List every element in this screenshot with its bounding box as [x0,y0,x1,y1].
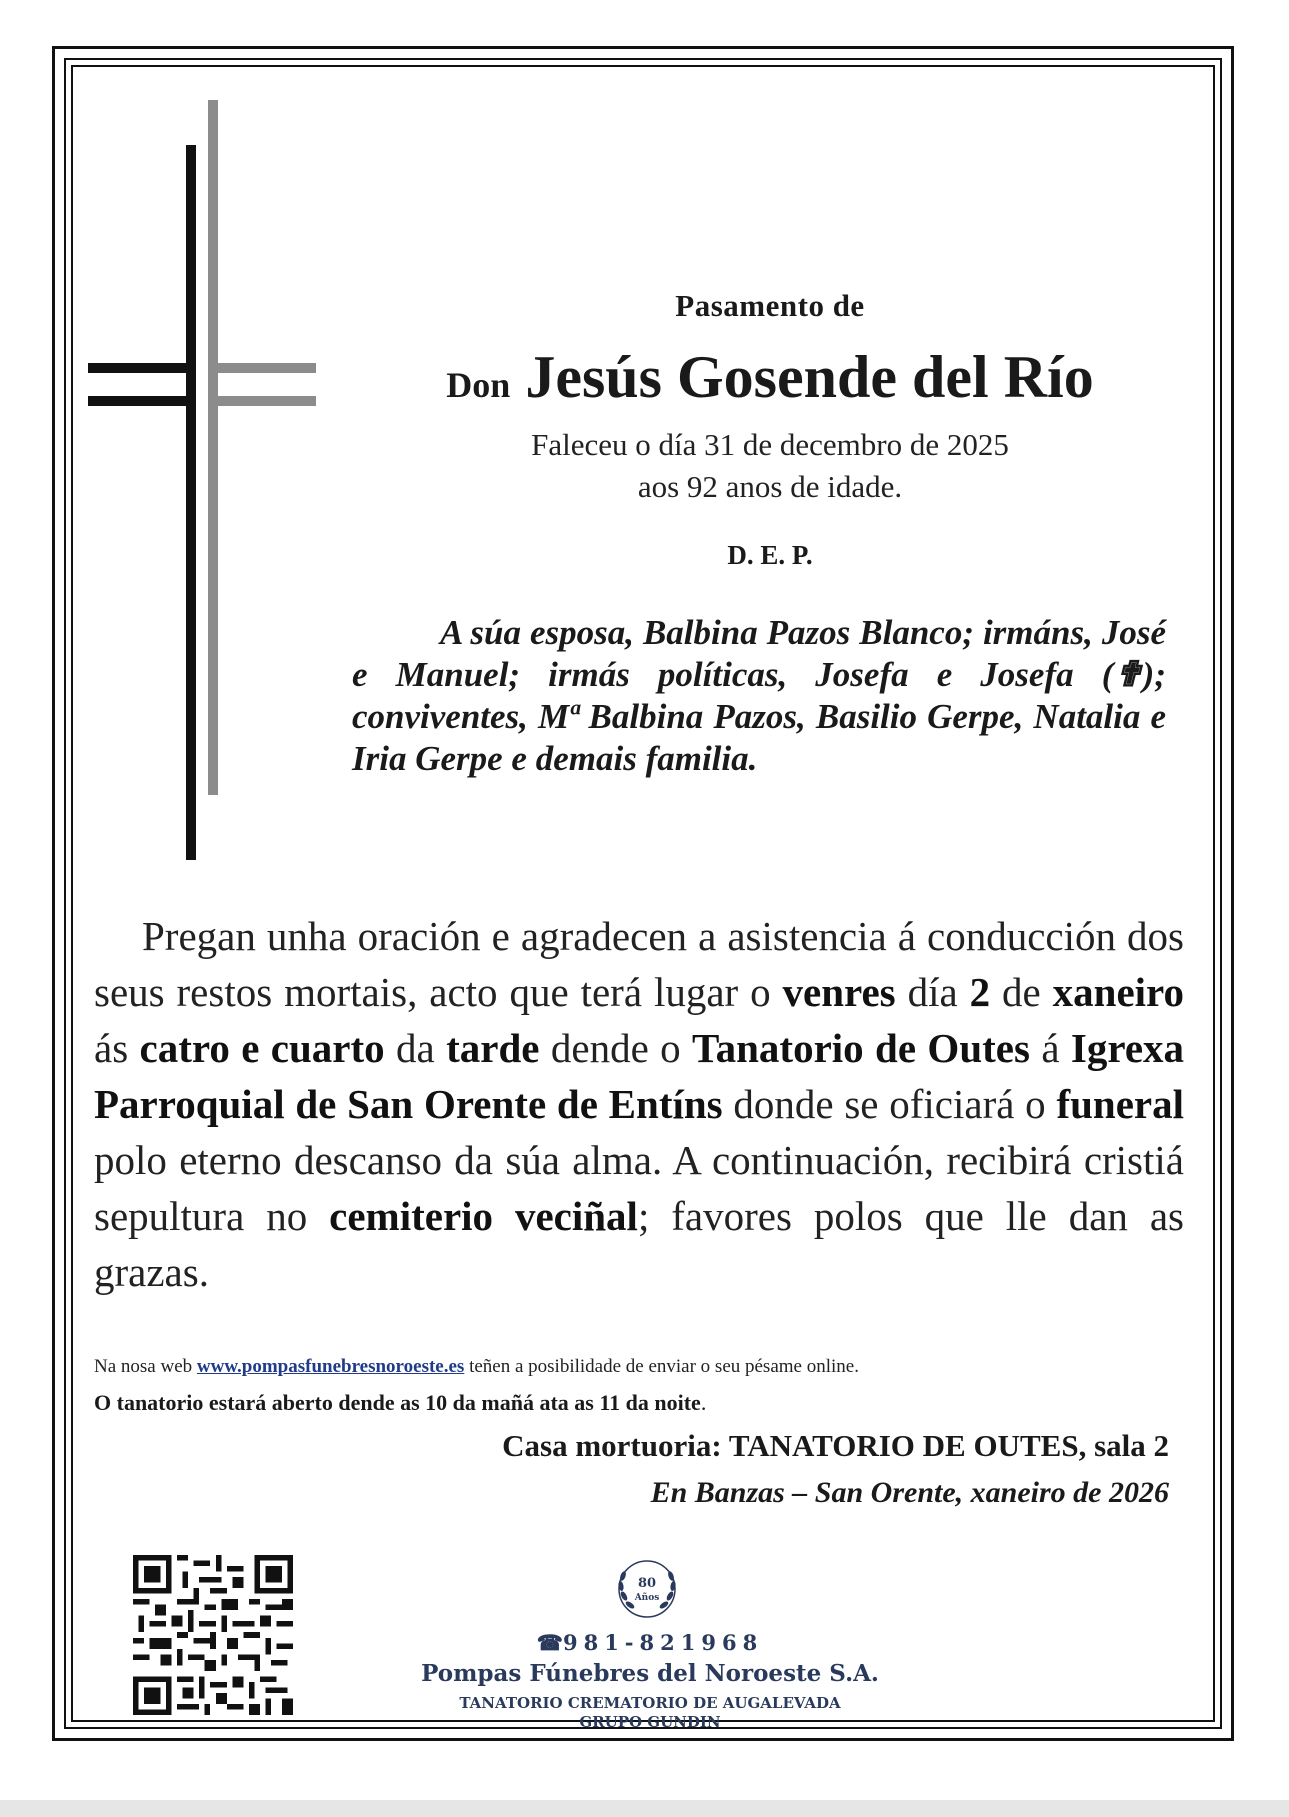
80-years-laurel-logo [612,1556,682,1626]
place-date: En Banzas – San Orente, xaneiro de 2026 [650,1476,1169,1509]
bottom-band [0,1800,1289,1817]
hours-text: O tanatorio estará aberto dende as 10 da mañá ata as 11 da noite [94,1390,701,1415]
announcement-heading: Pasamento de [675,288,865,323]
body-bold-church: Igrexa Parroquial de San Orente de Entíns [94,1025,1185,1127]
body-bold-day: venres [782,969,896,1015]
company-phone-line [380,1630,920,1655]
company-phone: 981-821968 [562,1630,764,1655]
death-date: Faleceu o día 31 de decembro de 2025 [531,427,1009,462]
house-room: , sala 2 [1078,1428,1169,1463]
body-bold-cemetery: cemiterio veciñal [329,1193,638,1239]
house-label: Casa mortuoria: TANATORIO DE OUTES [502,1428,1079,1463]
body-bold-origin: Tanatorio de Outes [692,1025,1030,1071]
logo-word: Años [634,1593,660,1603]
logo-number: 80 [637,1576,657,1591]
company-name: Pompas Fúnebres del Noroeste S.A. [421,1660,879,1687]
body-text-3: de [990,969,1053,1015]
ceremony-text [94,908,1184,1300]
death-info [340,424,1200,508]
company-subtitle-1: TANATORIO CREMATORIO DE AUGALEVADA [459,1694,841,1712]
body-text-10: ; favores polos que lle dan as grazas. [94,1193,1184,1295]
body-text-2: día [895,969,970,1015]
body-text-6: dende o [539,1025,693,1071]
body-text-7: á [1029,1025,1071,1071]
body-text-4: ás [94,1025,140,1071]
cross-icon [88,100,328,860]
web-post: teñen a posibilidade de enviar o seu pésame online. [464,1356,859,1377]
body-bold-date: 2 [969,969,991,1015]
rip-text: D. E. P. [727,540,813,570]
web-pre: Na nosa web [94,1356,197,1377]
deceased-name-line [340,342,1200,420]
family-list: A súa esposa, Balbina Pazos Blanco; irmáns, José e Manuel; irmás políticas, Josefa e Josefa (✟); conviventes, Mª Balbina Pazos, Basilio Gerpe, Natalia e Iria Gerpe e demais familia. [352,613,1166,778]
body-bold-period: tarde [446,1025,540,1071]
body-bold-month: xaneiro [1052,969,1184,1015]
funeral-home-line [502,1428,1169,1464]
opening-hours: O tanatorio estará aberto dende as 10 da mañá ata as 11 da noite. [94,1390,707,1415]
telephone-icon: ☎ [536,1630,563,1655]
company-subtitle-2: GRUPO GUNDIN [579,1713,721,1731]
qr-code-icon [132,1555,294,1715]
body-text-1: Pregan unha oración e agradecen a asistencia á conducción dos seus restos mortais, acto que terá lugar o [94,913,1184,1015]
body-text-5: da [384,1025,447,1071]
body-bold-time: catro e cuarto [139,1025,385,1071]
body-text-8: donde se oficiará o [722,1081,1057,1127]
age: aos 92 anos de idade. [637,469,903,504]
honorific: Don [446,365,511,405]
body-text-9: polo eterno descanso da súa alma. A continuación, recibirá cristiá sepultura no [94,1137,1184,1239]
website-link[interactable]: www.pompasfunebresnoroeste.es [196,1356,465,1377]
web-condolence-line [94,1356,1194,1378]
body-bold-funeral: funeral [1056,1081,1184,1127]
deceased-name: Jesús Gosende del Río [525,344,1094,410]
